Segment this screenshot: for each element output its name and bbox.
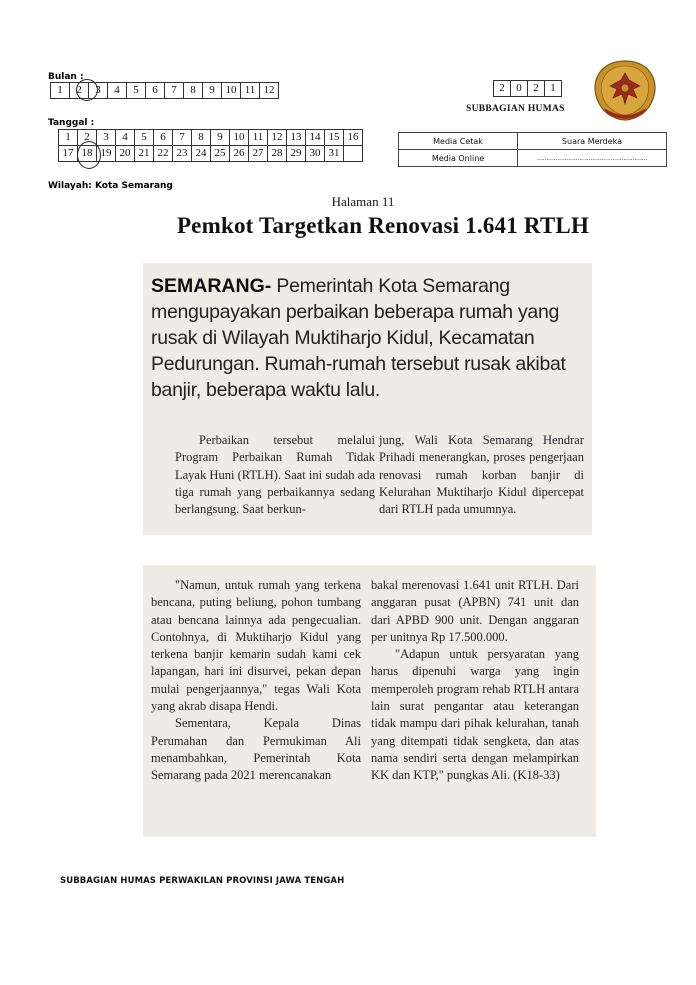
date-cell: 8 [192, 130, 211, 146]
year-digit-cell: 0 [511, 81, 528, 97]
page-label: Halaman 11 [331, 194, 395, 209]
department-label: SUBBAGIAN HUMAS [466, 104, 565, 114]
year-digit-cell: 2 [528, 81, 545, 97]
media-online-value: …………………………………………………… [518, 150, 667, 167]
year-box [493, 80, 562, 97]
selected-date-circle [77, 141, 101, 169]
date-cell: 30 [306, 146, 325, 162]
month-cell: 3 [89, 83, 108, 99]
paragraph-3-left: Sementara, Kepala Dinas Perumahan dan Permukiman Ali menambahkan, Pemerintah Kota Semarang pada 2021 merencanakan [151, 716, 361, 783]
paragraph-1-right: jung, Wali Kota Semarang Hendrar Prihadi menerangkan, proses pengerjaan renovasi rumah korban banjir di Kelurahan Muktiharjo Kidul dipercepat dari RTLH pada umumnya. [379, 433, 584, 517]
news-clip-top [143, 263, 592, 535]
year-digit-cell: 1 [545, 81, 562, 97]
paragraph-2-right: bakal merenovasi 1.641 unit RTLH. Dari anggaran pusat (APBN) 741 unit dan dari APBD 900 unit. Dengan anggaran per unitnya Rp 17.500.000. [371, 578, 579, 644]
date-cell: 11 [249, 130, 268, 146]
news-clip-bottom [143, 565, 596, 837]
media-online-label: Media Online [399, 150, 518, 167]
date-cell: 5 [135, 130, 154, 146]
date-cell: 26 [230, 146, 249, 162]
month-cell: 10 [222, 83, 241, 99]
date-cell: 24 [192, 146, 211, 162]
media-cetak-label: Media Cetak [399, 133, 518, 150]
date-cell: 20 [116, 146, 135, 162]
column-right-2 [371, 577, 579, 785]
date-cell: 31 [325, 146, 344, 162]
selected-month-circle [76, 79, 98, 101]
footer-label: SUBBAGIAN HUMAS PERWAKILAN PROVINSI JAWA TENGAH [60, 876, 345, 886]
date-cell: 19 [97, 146, 116, 162]
date-cell: 2 [78, 130, 97, 146]
date-cell: 6 [154, 130, 173, 146]
lead-paragraph [151, 273, 583, 403]
month-cell: 7 [165, 83, 184, 99]
paragraph-2-left: "Namun, untuk rumah yang terkena bencana, puting beliung, pohon tumbang atau bencana lainnya ada pengecualian. Contohnya, di Muktiharjo Kidul yang terkena banjir kemarin sudah kami cek lapangan, hari ini disurvei, pekan depan mulai pengerjaannya," tegas Wali Kota yang akrab disapa Hendi. [151, 578, 361, 714]
date-cell: 7 [173, 130, 192, 146]
month-cell: 12 [260, 83, 279, 99]
column-right-1 [379, 432, 584, 518]
lead-text: Pemerintah Kota Semarang mengupayakan perbaikan beberapa rumah yang rusak di Wilayah Muktiharjo Kidul, Kecamatan Pedurungan. Rumah-rumah tersebut rusak akibat banjir, beberapa waktu lalu. [151, 275, 566, 401]
month-cell: 1 [51, 83, 70, 99]
date-cell: 1 [59, 130, 78, 146]
column-left-2 [151, 577, 361, 785]
date-cell: 23 [173, 146, 192, 162]
date-cell: 16 [344, 130, 363, 146]
date-cell: 13 [287, 130, 306, 146]
date-cell: 17 [59, 146, 78, 162]
date-cell: 4 [116, 130, 135, 146]
date-cell: 18 [78, 146, 97, 162]
date-cell: 22 [154, 146, 173, 162]
wilayah-label: Wilayah: Kota Semarang [48, 181, 173, 191]
month-cell: 8 [184, 83, 203, 99]
date-cell: 3 [97, 130, 116, 146]
media-cetak-value: Suara Merdeka [518, 133, 667, 150]
date-cell: 14 [306, 130, 325, 146]
month-cell: 4 [108, 83, 127, 99]
month-cell: 11 [241, 83, 260, 99]
tanggal-label: Tanggal : [48, 118, 95, 128]
year-digit-cell: 2 [494, 81, 511, 97]
date-cell: 21 [135, 146, 154, 162]
month-cell: 5 [127, 83, 146, 99]
date-cell [344, 146, 363, 162]
column-left-1 [175, 432, 375, 518]
date-cell: 12 [268, 130, 287, 146]
date-cell: 10 [230, 130, 249, 146]
paragraph-1-left: Perbaikan tersebut melalui Program Perbaikan Rumah Tidak Layak Huni (RTLH). Saat ini sudah ada tiga rumah yang perbaikannya sedang berlangsung. Saat berkun- [175, 433, 375, 517]
month-cell: 2 [70, 83, 89, 99]
date-cell: 29 [287, 146, 306, 162]
provincial-emblem-icon [590, 58, 660, 124]
month-cell: 9 [203, 83, 222, 99]
headline: Pemkot Targetkan Renovasi 1.641 RTLH [176, 213, 590, 238]
date-cell: 25 [211, 146, 230, 162]
media-table [398, 132, 667, 167]
bulan-label: Bulan : [48, 72, 84, 82]
date-cell: 27 [249, 146, 268, 162]
date-cell: 15 [325, 130, 344, 146]
date-cell: 9 [211, 130, 230, 146]
month-cell: 6 [146, 83, 165, 99]
date-cell: 28 [268, 146, 287, 162]
date-grid [58, 129, 363, 162]
dateline: SEMARANG- [151, 275, 272, 297]
paragraph-3-right: "Adapun untuk persyaratan yang harus dipenuhi warga yang ingin memperoleh program rehab RTLH antara lain surat pengantar atau keterangan tidak mampu dari pihak kelurahan, tanah yang ditempati tidak sengketa, dan atas nama sendiri serta dengan melampirkan KK dan KTP," pungkas Ali. (K18-33) [371, 647, 579, 783]
